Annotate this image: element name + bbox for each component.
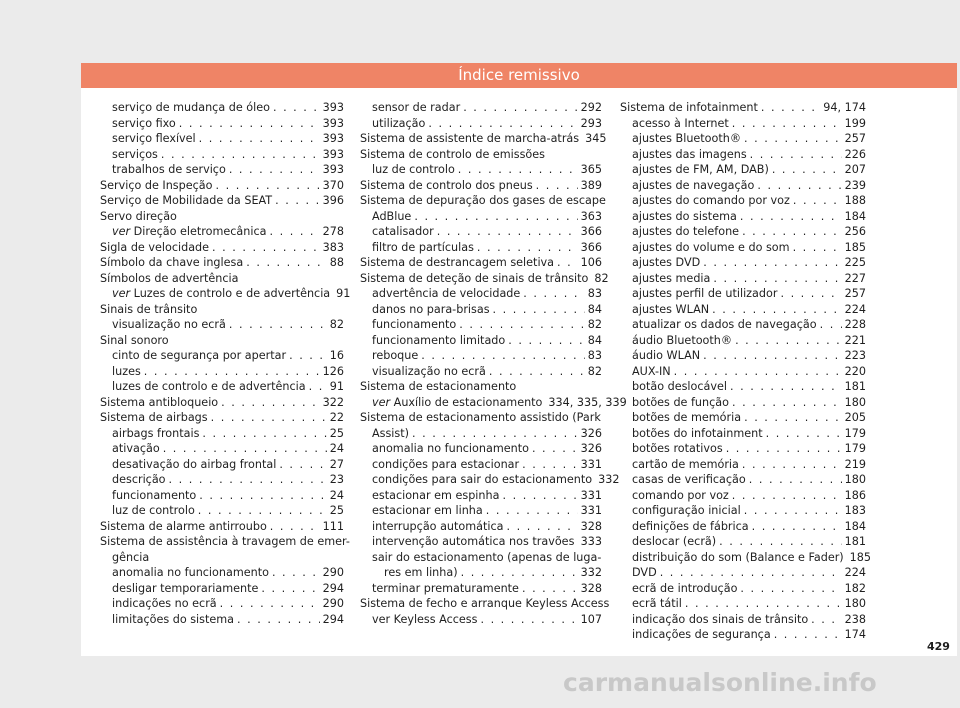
- index-entry: AdBlue . . . 363: [360, 209, 602, 225]
- page-ref: 257: [844, 287, 866, 300]
- page-ref: 107: [580, 612, 602, 626]
- index-entry: comando por voz . . . 186: [620, 488, 866, 504]
- index-entry: cartão de memória . . . 219: [620, 457, 866, 473]
- index-entry: desligar temporariamente . . . 294: [100, 581, 344, 597]
- index-column-1: [100, 100, 351, 627]
- index-entry: ver Auxílio de estacionamento 334, 335, 339: [372, 395, 627, 409]
- page-ref: 238: [844, 612, 866, 626]
- index-entry: Sistema de infotainment . . . 94, 174: [620, 100, 866, 116]
- page-ref: 393: [322, 163, 344, 176]
- index-entry: trabalhos de serviço . . . 393: [100, 162, 344, 178]
- index-entry: Serviço de Inspeção . . . 370: [100, 178, 344, 194]
- page-ref: 185: [844, 240, 866, 254]
- page-ref: 24: [329, 488, 344, 502]
- page-ref: 239: [844, 178, 866, 192]
- page-ref: 185: [849, 550, 872, 564]
- index-entry: intervenção automática nos travões . . . 333: [360, 534, 602, 550]
- index-entry: ajustes de FM, AM, DAB) . . . 207: [620, 162, 866, 178]
- index-entry: botões do infotainment . . . 179: [620, 426, 866, 442]
- page-ref: 181: [844, 380, 866, 393]
- page-ref: 220: [844, 364, 866, 378]
- page-ref: 393: [322, 101, 344, 114]
- page-ref: 207: [844, 163, 866, 176]
- index-entry: áudio Bluetooth® . . . 221: [620, 333, 866, 349]
- page-ref: 225: [844, 256, 866, 269]
- page-ref: 370: [322, 178, 344, 192]
- page-ref: 290: [322, 566, 344, 579]
- page-ref: 393: [322, 147, 344, 161]
- index-entry: Sigla de velocidade . . . 383: [100, 240, 344, 256]
- page-ref: 331: [580, 504, 602, 517]
- index-entry: interrupção automática . . . 328: [360, 519, 602, 535]
- page-ref: 83: [587, 287, 602, 300]
- page-ref: 224: [844, 566, 866, 579]
- index-heading: Sistema de controlo de emissões: [360, 147, 545, 161]
- page-ref: 328: [580, 519, 602, 533]
- index-entry: ajustes das imagens . . . 226: [620, 147, 866, 163]
- index-entry: serviço flexível . . . 393: [100, 131, 344, 147]
- index-entry: ajustes do sistema . . . 184: [620, 209, 866, 225]
- page-ref: 294: [322, 581, 344, 595]
- page-ref: 84: [587, 302, 602, 316]
- index-entry: airbags frontais . . . 25: [100, 426, 344, 442]
- index-entry: botões rotativos . . . 179: [620, 441, 866, 457]
- index-entry: Assist) . . . 326: [360, 426, 602, 442]
- index-entry: estacionar em espinha . . . 331: [360, 488, 602, 504]
- index-entry: serviço de mudança de óleo . . . 393: [100, 100, 344, 116]
- index-entry: Sistema de alarme antirroubo . . . 111: [100, 519, 344, 535]
- page-ref: 332: [598, 473, 620, 486]
- index-entry: AUX-IN . . . 220: [620, 364, 866, 380]
- index-entry: Sistema de controlo dos pneus . . . 389: [360, 178, 602, 194]
- page-ref: 221: [844, 333, 866, 347]
- page-ref: 82: [329, 318, 344, 331]
- index-entry: ajustes media . . . 227: [620, 271, 866, 287]
- index-entry: condições para estacionar . . . 331: [360, 457, 602, 473]
- page-ref: 111: [322, 519, 344, 533]
- page-ref: 292: [580, 101, 602, 114]
- page-ref: 16: [329, 349, 344, 362]
- index-heading: Sistema de fecho e arranque Keyless Access: [360, 597, 610, 610]
- index-entry: catalisador . . . 366: [360, 224, 602, 240]
- page-ref: 226: [844, 147, 866, 161]
- page-ref: 126: [322, 364, 344, 378]
- index-entry: cinto de segurança por apertar . . . 16: [100, 348, 344, 364]
- index-entry: anomalia no funcionamento . . . 326: [360, 441, 602, 457]
- index-entry: Sistema de airbags . . . 22: [100, 410, 344, 426]
- index-heading: Sinais de trânsito: [100, 302, 198, 316]
- page-ref: 224: [844, 302, 866, 316]
- index-entry: casas de verificação . . . 180: [620, 472, 866, 488]
- index-entry: limitações do sistema . . . 294: [100, 612, 344, 628]
- page-ref: 22: [329, 411, 344, 424]
- index-entry: funcionamento . . . 24: [100, 488, 344, 504]
- index-entry: luz de controlo . . . 365: [360, 162, 602, 178]
- page-ref: 82: [587, 318, 602, 331]
- page-number: 429: [927, 640, 950, 653]
- page-title: Índice remissivo: [81, 63, 957, 88]
- page-ref: 333: [580, 535, 602, 548]
- page-ref: 389: [580, 178, 602, 192]
- page-ref: 345: [585, 132, 607, 145]
- index-entry: atualizar os dados de navegação . . . 228: [620, 317, 866, 333]
- watermark: carmanualsonline.info: [563, 668, 877, 697]
- index-entry: utilização . . . 293: [360, 116, 602, 132]
- page-ref: 24: [329, 442, 344, 455]
- index-entry: indicações no ecrã . . . 290: [100, 596, 344, 612]
- index-heading-cont: gência: [112, 550, 150, 564]
- index-column-3: [620, 100, 872, 643]
- page-ref: 223: [844, 349, 866, 362]
- index-entry: filtro de partículas . . . 366: [360, 240, 602, 256]
- index-entry: condições para sair do estacionamento 332: [372, 473, 620, 486]
- index-entry: botões de função . . . 180: [620, 395, 866, 411]
- page-ref: 366: [580, 225, 602, 238]
- index-entry: Sistema antibloqueio . . . 322: [100, 395, 344, 411]
- page-ref: 228: [844, 318, 866, 331]
- page-ref: 396: [322, 194, 344, 207]
- page-ref: 174: [844, 628, 866, 641]
- index-heading: Sistema de estacionamento: [360, 380, 517, 393]
- index-entry: advertência de velocidade . . . 83: [360, 286, 602, 302]
- index-heading: Sistema de depuração dos gases de escape: [360, 194, 606, 207]
- index-entry: ajustes do comando por voz . . . 188: [620, 193, 866, 209]
- page-ref: 23: [329, 473, 344, 486]
- page-ref: 83: [587, 349, 602, 362]
- index-entry: ver Luzes de controlo e de advertência 91: [112, 287, 351, 300]
- index-entry: ver Direção eletromecânica . . . 278: [100, 224, 344, 240]
- index-entry: serviço fixo . . . 393: [100, 116, 344, 132]
- index-entry: terminar prematuramente . . . 328: [360, 581, 602, 597]
- page-ref: 331: [580, 457, 602, 471]
- index-entry: res em linha) . . . 332: [360, 565, 602, 581]
- page-ref: 205: [844, 411, 866, 424]
- index-entry: visualização no ecrã . . . 82: [100, 317, 344, 333]
- page-ref: 88: [329, 256, 344, 269]
- page-ref: 180: [844, 473, 866, 486]
- page-ref: 82: [587, 364, 602, 378]
- index-heading: Símbolos de advertência: [100, 271, 239, 285]
- index-entry: luzes de controlo e de advertência . . . 91: [100, 379, 344, 395]
- page-ref: 363: [580, 209, 602, 223]
- index-entry: serviços . . . 393: [100, 147, 344, 163]
- page-ref: 182: [844, 581, 866, 595]
- index-entry: danos no para-brisas . . . 84: [360, 302, 602, 318]
- index-entry: ecrã de introdução . . . 182: [620, 581, 866, 597]
- page-ref: 278: [322, 225, 344, 238]
- index-heading: sair do estacionamento (apenas de luga-: [372, 550, 602, 564]
- index-entry: sensor de radar . . . 292: [360, 100, 602, 116]
- page-ref: 180: [844, 597, 866, 610]
- page-ref: 84: [587, 333, 602, 347]
- page-ref: 188: [844, 194, 866, 207]
- index-entry: Sistema de deteção de sinais de trânsito 82: [360, 271, 609, 285]
- page-ref: 322: [322, 395, 344, 409]
- index-entry: distribuição do som (Balance e Fader) 185: [632, 550, 872, 564]
- page-ref: 179: [844, 442, 866, 455]
- index-entry: indicações de segurança . . . 174: [620, 627, 866, 643]
- page-ref: 91: [336, 287, 351, 300]
- index-entry: ecrã tátil . . . 180: [620, 596, 866, 612]
- page-ref: 25: [329, 426, 344, 440]
- index-entry: descrição . . . 23: [100, 472, 344, 488]
- index-entry: indicação dos sinais de trânsito . . . 238: [620, 612, 866, 628]
- index-heading: Servo direção: [100, 209, 177, 223]
- page-ref: 184: [844, 519, 866, 533]
- page-ref: 334, 335, 339: [548, 395, 627, 409]
- index-entry: ajustes WLAN . . . 224: [620, 302, 866, 318]
- index-entry: ajustes do volume e do som . . . 185: [620, 240, 866, 256]
- index-entry: Sistema de assistente de marcha-atrás 345: [360, 132, 607, 145]
- index-entry: ajustes de navegação . . . 239: [620, 178, 866, 194]
- page-ref: 293: [580, 116, 602, 130]
- page-ref: 328: [580, 581, 602, 595]
- page-ref: 180: [844, 395, 866, 409]
- index-entry: DVD . . . 224: [620, 565, 866, 581]
- page-ref: 326: [580, 426, 602, 440]
- index-entry: ativação . . . 24: [100, 441, 344, 457]
- index-entry: luzes . . . 126: [100, 364, 344, 380]
- page-ref: 179: [844, 426, 866, 440]
- index-entry: definições de fábrica . . . 184: [620, 519, 866, 535]
- index-heading: Sistema de assistência à travagem de emer-: [100, 535, 350, 548]
- index-entry: funcionamento . . . 82: [360, 317, 602, 333]
- index-entry: acesso à Internet . . . 199: [620, 116, 866, 132]
- page-ref: 183: [844, 504, 866, 517]
- page-ref: 186: [844, 488, 866, 502]
- index-page: [81, 63, 957, 656]
- index-entry: estacionar em linha . . . 331: [360, 503, 602, 519]
- index-entry: ajustes DVD . . . 225: [620, 255, 866, 271]
- index-entry: Sistema de destrancagem seletiva . . . 106: [360, 255, 602, 271]
- index-entry: Símbolo da chave inglesa . . . 88: [100, 255, 344, 271]
- index-heading: Sistema de estacionamento assistido (Park: [360, 411, 601, 424]
- page-ref: 27: [329, 457, 344, 471]
- index-heading: Sinal sonoro: [100, 333, 169, 347]
- page-ref: 366: [580, 240, 602, 254]
- page-ref: 332: [580, 566, 602, 579]
- index-entry: deslocar (ecrã) . . . 181: [620, 534, 866, 550]
- index-entry: visualização no ecrã . . . 82: [360, 364, 602, 380]
- page-ref: 365: [580, 163, 602, 176]
- page-ref: 219: [844, 457, 866, 471]
- index-column-2: [360, 100, 627, 627]
- page-ref: 94, 174: [823, 101, 866, 114]
- page-ref: 82: [594, 271, 609, 285]
- page-ref: 393: [322, 116, 344, 130]
- page-ref: 181: [844, 535, 866, 548]
- index-entry: áudio WLAN . . . 223: [620, 348, 866, 364]
- page-ref: 199: [844, 116, 866, 130]
- index-entry: ajustes perfil de utilizador . . . 257: [620, 286, 866, 302]
- page-ref: 184: [844, 209, 866, 223]
- index-entry: botões de memória . . . 205: [620, 410, 866, 426]
- index-entry: funcionamento limitado . . . 84: [360, 333, 602, 349]
- page-ref: 393: [322, 132, 344, 145]
- index-entry: reboque . . . 83: [360, 348, 602, 364]
- index-entry: anomalia no funcionamento . . . 290: [100, 565, 344, 581]
- page-ref: 294: [322, 612, 344, 626]
- index-entry: desativação do airbag frontal . . . 27: [100, 457, 344, 473]
- page-ref: 91: [329, 380, 344, 393]
- page-ref: 106: [580, 256, 602, 269]
- index-entry: ajustes Bluetooth® . . . 257: [620, 131, 866, 147]
- index-entry: Serviço de Mobilidade da SEAT . . . 396: [100, 193, 344, 209]
- page-ref: 25: [329, 504, 344, 517]
- index-entry: luz de controlo . . . 25: [100, 503, 344, 519]
- index-entry: botão deslocável . . . 181: [620, 379, 866, 395]
- page-ref: 227: [844, 271, 866, 285]
- index-entry: configuração inicial . . . 183: [620, 503, 866, 519]
- index-entry: ver Keyless Access . . . 107: [360, 612, 602, 628]
- page-ref: 383: [322, 240, 344, 254]
- page-ref: 257: [844, 132, 866, 145]
- page-ref: 326: [580, 442, 602, 455]
- index-entry: ajustes do telefone . . . 256: [620, 224, 866, 240]
- page-ref: 331: [580, 488, 602, 502]
- page-ref: 290: [322, 597, 344, 610]
- page-ref: 256: [844, 225, 866, 238]
